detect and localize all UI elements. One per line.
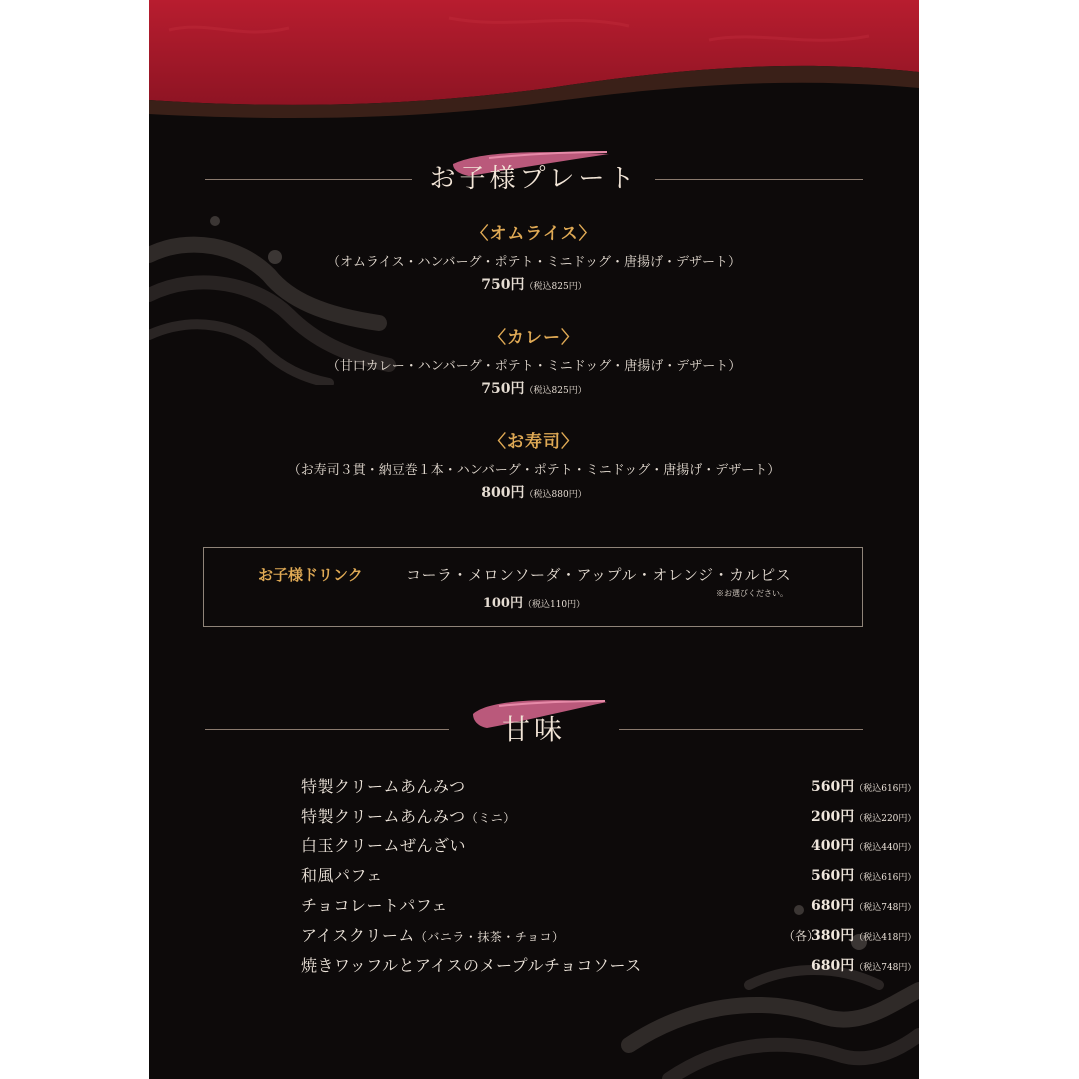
item-price: 800円 — [481, 485, 525, 501]
item-name: 〈お寿司〉 — [489, 432, 579, 452]
sweet-name-line — [301, 891, 448, 922]
item-tax-price: （税込880円） — [524, 490, 587, 500]
sweet-item — [301, 831, 917, 861]
sweet-price-prefix: （各） — [783, 929, 820, 943]
sweet-price: 560円 — [811, 868, 855, 884]
kids-item-curry — [149, 326, 919, 400]
sweet-price: 560円 — [811, 779, 855, 795]
sweet-price: 680円 — [811, 958, 855, 974]
sweet-price-line — [811, 951, 916, 983]
sweet-name-line — [301, 921, 565, 952]
sweet-name: 白玉クリームぜんざい — [301, 836, 467, 855]
sweet-tax-price: （税込418円） — [854, 933, 917, 943]
sweet-item — [301, 921, 917, 951]
item-price: 750円 — [481, 277, 525, 293]
sweets-section-header — [149, 700, 919, 760]
menu-page — [149, 0, 919, 1079]
sweet-tax-price: （税込616円） — [854, 784, 917, 794]
item-price-line — [149, 274, 919, 296]
sweet-name: 焼きワッフルとアイスのメープルチョコソース — [301, 956, 642, 975]
kids-item-omurice — [149, 222, 919, 296]
sweet-tax-price: （税込748円） — [854, 903, 917, 913]
item-description: （オムライス・ハンバーグ・ポテト・ミニドッグ・唐揚げ・デザート） — [326, 255, 742, 270]
sweet-subtext: （ミニ） — [465, 811, 516, 825]
sweet-price: 400円 — [811, 838, 855, 854]
sweet-name: アイスクリーム — [301, 926, 415, 945]
sweet-tax-price: （税込748円） — [854, 963, 917, 973]
sweet-item — [301, 891, 917, 921]
sweet-price-line — [811, 772, 916, 804]
item-description: （お寿司３貫・納豆巻１本・ハンバーグ・ポテト・ミニドッグ・唐揚げ・デザート） — [287, 463, 781, 478]
sweet-price: 680円 — [811, 898, 855, 914]
drink-label: お子様ドリンク — [258, 566, 363, 584]
drink-options: コーラ・メロンソーダ・アップル・オレンジ・カルピス — [406, 566, 792, 584]
sweet-name: チョコレートパフェ — [301, 896, 448, 915]
sweet-item — [301, 802, 917, 832]
sweet-price: 200円 — [811, 809, 855, 825]
sweet-item — [301, 951, 917, 981]
section-title: 甘味 — [501, 713, 566, 746]
sweet-price-line — [811, 891, 916, 923]
sweet-item — [301, 772, 917, 802]
sweet-name: 特製クリームあんみつ — [301, 807, 466, 826]
sweet-price: 380円 — [811, 928, 855, 944]
drink-note: ※お選びください。 — [716, 589, 788, 598]
sweet-tax-price: （税込220円） — [854, 814, 917, 824]
kids-item-sushi — [149, 430, 919, 504]
sweet-price-line — [811, 802, 916, 834]
kids-section-header — [149, 150, 919, 210]
sweet-name-line — [301, 831, 466, 862]
sweet-name-line — [301, 772, 466, 803]
kids-drink-box — [203, 547, 863, 627]
sweet-tax-price: （税込616円） — [854, 873, 917, 883]
sweet-name-line — [301, 861, 383, 892]
sweet-item — [301, 861, 917, 891]
item-name: 〈オムライス〉 — [471, 224, 597, 244]
sweet-price-line — [811, 921, 916, 953]
item-description: （甘口カレー・ハンバーグ・ポテト・ミニドッグ・唐揚げ・デザート） — [326, 359, 742, 374]
section-title: お子様プレート — [429, 164, 639, 194]
sweet-name: 和風パフェ — [301, 866, 383, 885]
item-tax-price: （税込825円） — [524, 282, 587, 292]
drink-tax-price: （税込110円） — [522, 600, 586, 610]
sweet-name: 特製クリームあんみつ — [301, 777, 466, 796]
item-tax-price: （税込825円） — [524, 386, 587, 396]
sweet-name-line — [301, 802, 516, 833]
item-name: 〈カレー〉 — [489, 328, 579, 348]
sweet-price-line — [811, 861, 916, 893]
sweet-price-line — [811, 831, 916, 863]
drink-price: 100円 — [482, 596, 523, 611]
sweet-subtext: （バニラ・抹茶・チョコ） — [414, 930, 565, 944]
sweet-tax-price: （税込440円） — [854, 843, 917, 853]
item-price: 750円 — [481, 381, 525, 397]
item-price-line — [149, 378, 919, 400]
sweet-name-line — [301, 951, 642, 982]
red-header-band — [149, 0, 919, 130]
item-price-line — [149, 482, 919, 504]
